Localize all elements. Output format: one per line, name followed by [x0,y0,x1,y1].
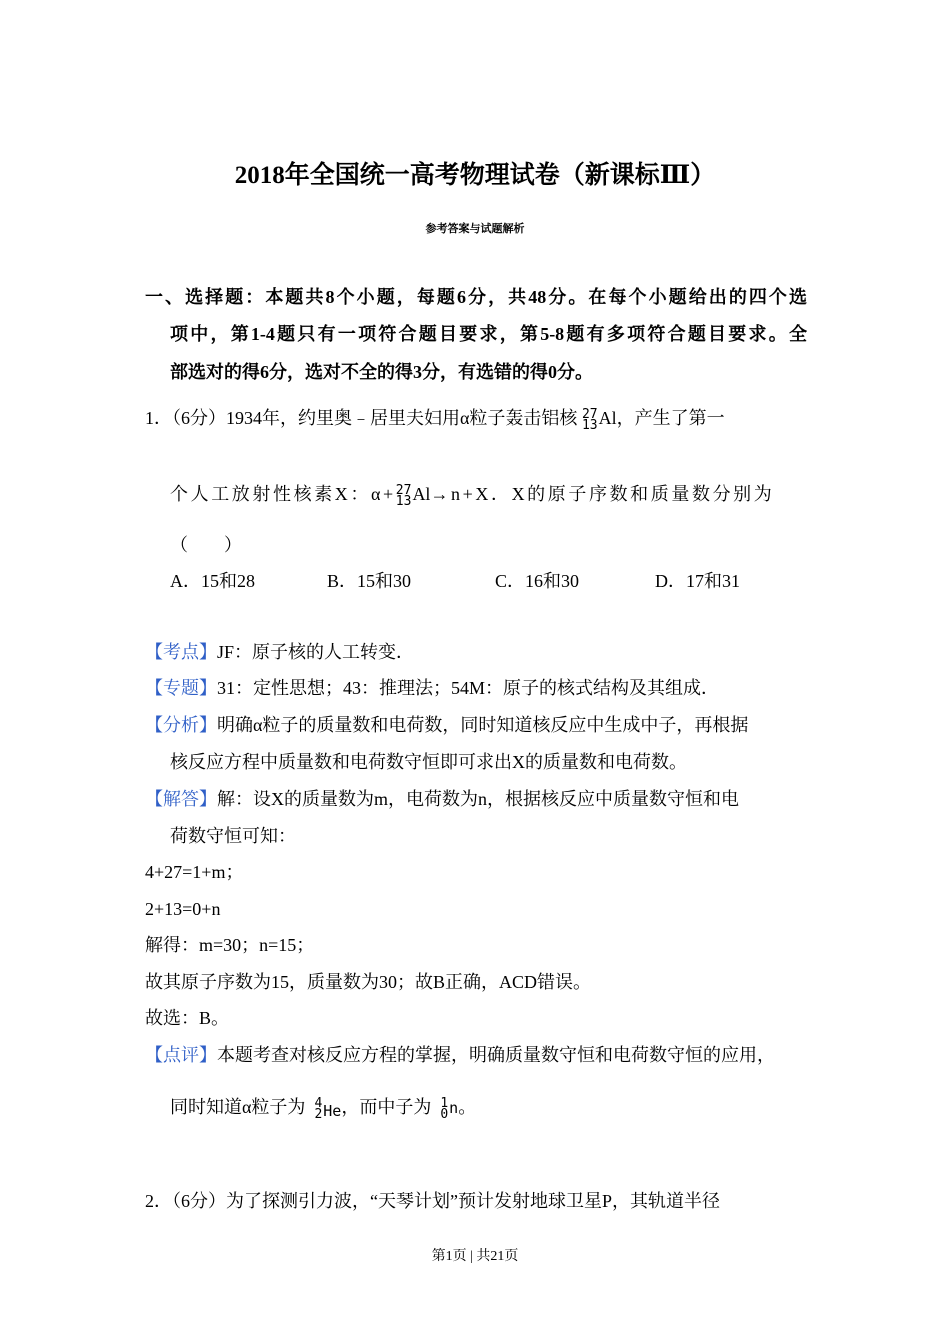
helium-nuclide: 4 2 He [314,1095,342,1122]
page-subtitle: 参考答案与试题解析 [425,223,525,235]
q1-text: ，产生了第一 [616,408,725,428]
equation: 2+13=0+n [145,899,221,919]
zhuanti-line: 【专题】31：定性思想；43：推理法；54M：原子的核式结构及其组成． [145,678,720,698]
option-b: B．15和30 [327,571,412,591]
equation: 4+27=1+m； [145,862,244,882]
section-heading-line: 项中，第1-4题只有一项符合题目要求，第5-8题有多项符合题目要求。全 [170,324,807,344]
page-title: 2018年全国统一高考物理试卷（新课标Ⅲ） [234,162,716,189]
question-1-line [145,406,725,431]
zhuanti-tag: 【专题】 [145,678,217,698]
question-1-line [170,482,774,507]
solution-line: 解得：m=30；n=15； [145,935,315,955]
jieda-tag: 【解答】 [145,789,217,809]
fenxi-line: 【分析】明确α粒子的质量数和电荷数，同时知道核反应中生成中子，再根据 [145,715,749,735]
solution-choice: 故选：B。 [145,1008,230,1028]
q1-text: 个人工放射性核素X：α+ [170,484,396,504]
q1-text: →n+X．X的原子序数和质量数分别为 [430,484,775,504]
al-nuclide: 27 13 Al [395,482,431,509]
kaodian-line: 【考点】JF：原子核的人工转变． [145,642,415,662]
dianping-tag: 【点评】 [145,1045,217,1065]
jieda-line: 【解答】解：设X的质量数为m，电荷数为n，根据核反应中质量数守恒和电 [145,789,739,809]
fenxi-tag: 【分析】 [145,715,217,735]
al-nuclide: 27 13 Al [581,406,617,433]
question-2-line: 2．（6分）为了探测引力波，“天琴计划”预计发射地球卫星P，其轨道半径 [145,1191,720,1211]
page-footer: 第1页 | 共21页 [431,1249,519,1264]
section-heading-line: 一、选择题：本题共8个小题，每题6分，共48分。在每个小题给出的四个选 [145,287,807,307]
q1-text: 1．（6分）1934年，约里奥﹣居里夫妇用α粒子轰击铝核 [145,408,578,428]
section-heading-line: 部选对的得6分，选对不全的得3分，有选错的得0分。 [170,362,593,382]
dianping-line: 【点评】本题考查对核反应方程的掌握，明确质量数守恒和电荷数守恒的应用， [145,1045,775,1065]
option-c: C．16和30 [495,571,580,591]
solution-line: 故其原子序数为15，质量数为30；故B正确，ACD错误。 [145,972,592,992]
fenxi-line: 核反应方程中质量数和电荷数守恒即可求出X的质量数和电荷数。 [170,752,687,772]
kaodian-tag: 【考点】 [145,642,217,662]
neutron-nuclide: 1 0 n [440,1095,459,1122]
option-a: A．15和28 [170,571,255,591]
jieda-line: 荷数守恒可知： [170,826,296,846]
answer-blank: （ ） [170,535,242,555]
dianping-line: 同时知道α粒子为 4 2 He，而中子为 1 0 n。 [170,1095,477,1122]
option-d: D．17和31 [655,571,740,591]
